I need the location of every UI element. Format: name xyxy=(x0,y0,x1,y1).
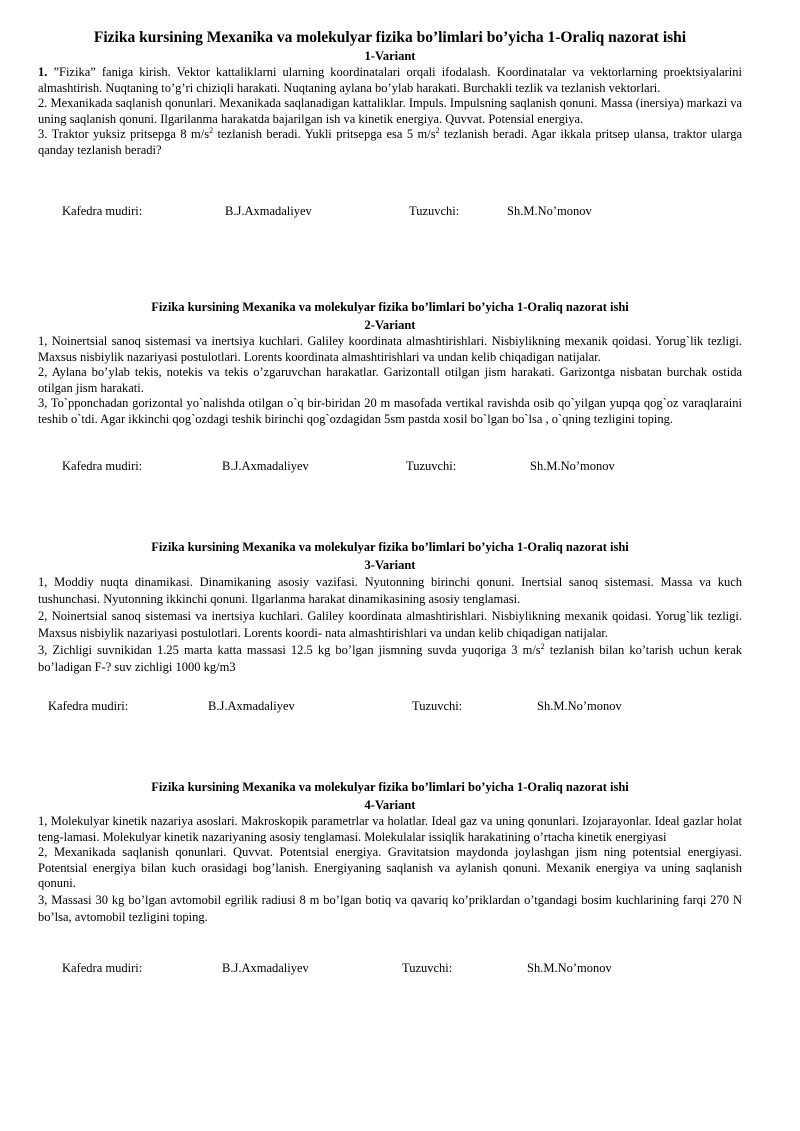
author-name: Sh.M.No’monov xyxy=(530,459,615,473)
head-label: Kafedra mudiri: xyxy=(62,961,143,975)
variant-4-question-3: 3, Massasi 30 kg bo’lgan avtomobil egrilik radiusi 8 m bo’lgan botiq va qavariq ko’priklardan o’tgandagi bosim kuchlarining farqi 270 N bo’lsa, avtomobil tezligini toping. xyxy=(38,892,742,924)
author-name: Sh.M.No’monov xyxy=(507,204,592,218)
variant-1-title: Fizika kursining Mexanika va molekulyar fizika bo’limlari bo’yicha 1-Oraliq nazorat ishi xyxy=(93,29,687,46)
question-text: tezlanish bilan ko’tarish uchun kerak bo’ladigan F-? suv zichligi 1000 kg/m3 xyxy=(38,643,742,674)
variant-2-title: Fizika kursining Mexanika va molekulyar fizika bo’limlari bo’yicha 1-Oraliq nazorat ishi xyxy=(151,300,629,314)
variant-4-label: 4-Variant xyxy=(364,798,416,812)
variant-4-question-2: 2, Mexanikada saqlanish qonunlari. Quvvat. Potentsial energiya. Gravitatsion maydonda joylashgan jism ning potentsial energiyasi. Potentsial energiya bilan kuch orasidagi bog’lanish. Energiyaning saqlanish va aylanish qonuni. Mexanik energiya va uning saqlanish qonuni. xyxy=(38,845,742,890)
exponent: 2 xyxy=(540,642,545,651)
variant-1-question-2: 2. Mexanikada saqlanish qonunlari. Mexanikada saqlanadigan kattaliklar. Impuls. Impulsning saqlanish qonuni. Massa (inersiya) markazi va uning saqlanish qonuni. Ilgarilanma harakatda bajarilgan ish va kinetik energiya. Quvvat. Potensial energiya. xyxy=(38,96,742,126)
variant-1-question-3 xyxy=(38,127,742,158)
variant-3-question-2: 2, Noinertsial sanoq sistemasi va inertsiya kuchlari. Galiley koordinata almashtirishlari. Nisbiylikning mexanik qoidasi. Yorug`lik tezligi. Maxsus nisbiylik nazariyasi postulotlari. Lorents koordi- nata almashtirishlari va undan kelib chiqadigan natijalar. xyxy=(38,609,742,640)
question-number: 1. xyxy=(38,65,48,79)
head-label: Kafedra mudiri: xyxy=(62,204,143,218)
variant-2-label: 2-Variant xyxy=(364,318,416,332)
variant-3-section xyxy=(38,538,742,676)
variant-1-question-1 xyxy=(38,65,742,96)
head-name: B.J.Axmadaliyev xyxy=(222,459,309,473)
variant-3-question-3 xyxy=(38,642,742,676)
variant-3-title: Fizika kursining Mexanika va molekulyar fizika bo’limlari bo’yicha 1-Oraliq nazorat ishi xyxy=(151,540,629,554)
author-label: Tuzuvchi: xyxy=(402,961,453,975)
variant-2-question-1: 1, Noinertsial sanoq sistemasi va inertsiya kuchlari. Galiley koordinata almashtirishlari. Nisbiylikning mexanik qoidasi. Yorug`lik tezligi. Maxsus nisbiylik nazariyasi postulotlari. Lorents koordinata almashtirishlari va undan kelib chiqadigan natijalar. xyxy=(38,334,742,364)
variant-2-question-3: 3, To`pponchadan gorizontal yo`nalishda otilgan o`q bir-biridan 20 m masofada vertikal ravishda osib qo`yilgan yupqa qog`oz varaqlaraini teshib o`tdi. Agar ikkinchi qog`ozdagi teshik birinchi qog`ozdagidan 5sm pastda xosil bo`lgan bo`lsa , o`qning tezligini toping. xyxy=(38,396,742,426)
author-label: Tuzuvchi: xyxy=(412,699,463,713)
variant-3-question-1: 1, Moddiy nuqta dinamikasi. Dinamikaning asosiy vazifasi. Nyutonning birinchi qonuni. Inertsial sanoq sistemasi. Massa va kuch tushunchasi. Nyutonning ikkinchi qonuni. Ilgarlanma harakat dinamikasining asosiy tenglamasi. xyxy=(38,575,742,606)
head-name: B.J.Axmadaliyev xyxy=(225,204,312,218)
question-text: tezlanish beradi. Agar ikkala pritsep ulansa, traktor ularga qanday tezlanish beradi? xyxy=(38,127,743,157)
variant-1-section xyxy=(38,29,742,158)
variant-4-question-1: 1, Molekulyar kinetik nazariya asoslari. Makroskopik parametrlar va holatlar. Ideal gaz va uning qonunlari. Izojarayonlar. Ideal gazlar holat teng-lamasi. Molekulyar kinetik nazariyaning asosiy tenglamasi. Molekulalar issiqlik harakatining o’rtacha kinetik energiyasi xyxy=(38,814,742,844)
author-label: Tuzuvchi: xyxy=(409,204,460,218)
exponent: 2 xyxy=(435,126,440,135)
head-name: B.J.Axmadaliyev xyxy=(222,961,309,975)
head-label: Kafedra mudiri: xyxy=(48,699,129,713)
variant-2-question-2: 2, Aylana bo’ylab tekis, notekis va tekis o’zgaruvchan harakatlar. Garizontall otilgan jism harakati. Garizontga nisbatan burchak ostida otilgan jism harakati. xyxy=(38,365,742,395)
variant-3-label: 3-Variant xyxy=(364,558,416,572)
variant-4-title: Fizika kursining Mexanika va molekulyar fizika bo’limlari bo’yicha 1-Oraliq nazorat ishi xyxy=(151,780,629,794)
author-name: Sh.M.No’monov xyxy=(527,961,612,975)
question-text: tezlanish beradi. Yukli pritsepga esa 5 m/s xyxy=(213,127,436,141)
variant-2-section xyxy=(38,298,742,427)
variant-1-label: 1-Variant xyxy=(364,49,416,63)
question-text: 3, Zichligi suvnikidan 1.25 marta katta massasi 12.5 kg bo’lgan jismning suvda yuqoriga 3 m/s xyxy=(38,643,541,657)
exponent: 2 xyxy=(209,126,214,135)
head-name: B.J.Axmadaliyev xyxy=(208,699,295,713)
question-text: 3. Traktor yuksiz pritsepga 8 m/s xyxy=(38,127,210,141)
question-text: ”Fizika” faniga kirish. Vektor kattaliklarni ularning koordinatalari orqali ifodalash. Koordinatalar va vektorlarning proektsiyalarini almashtirish. Nuqtaning to’g’ri chiziqli harakati. Nuqtaning aylana bo’ylab harakati. Burchakli tezlik va tezlanish vektorlari. xyxy=(38,65,742,95)
variant-4-section xyxy=(38,778,742,926)
author-name: Sh.M.No’monov xyxy=(537,699,622,713)
author-label: Tuzuvchi: xyxy=(406,459,457,473)
head-label: Kafedra mudiri: xyxy=(62,459,143,473)
